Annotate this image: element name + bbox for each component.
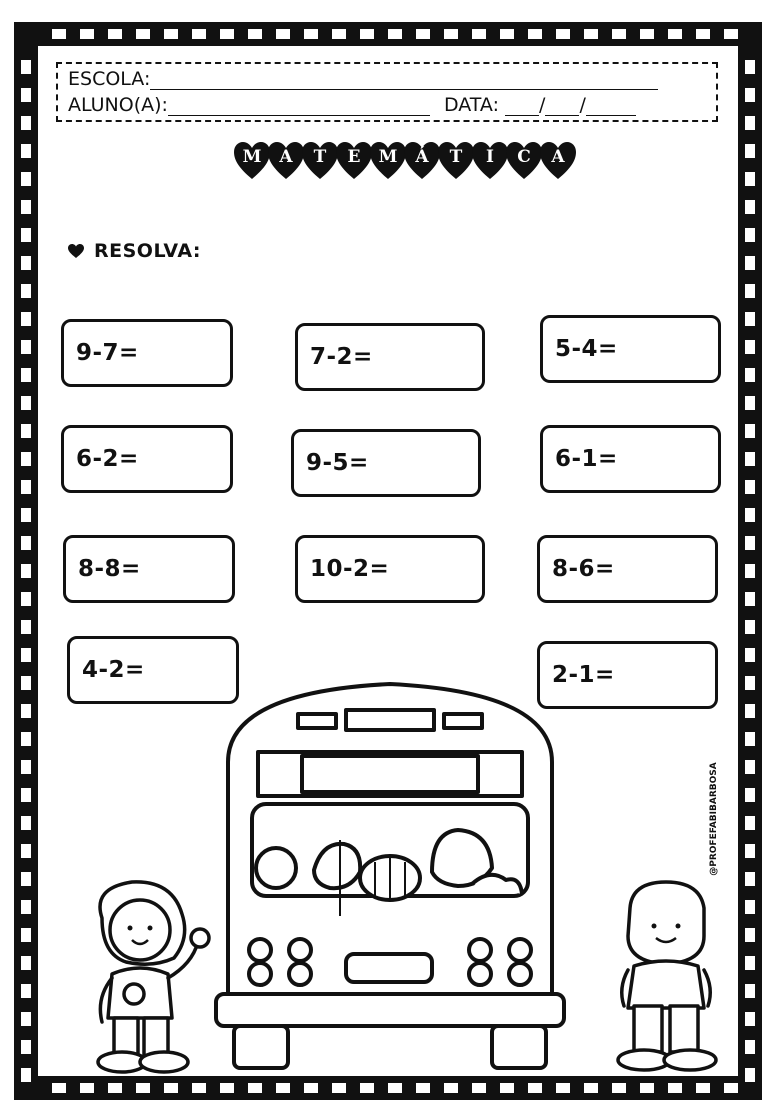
problem-text: 8-6= bbox=[552, 556, 615, 582]
title-letter: A bbox=[551, 147, 565, 167]
school-field[interactable] bbox=[150, 71, 658, 90]
problem-text: 9-7= bbox=[76, 340, 139, 366]
instruction bbox=[68, 240, 201, 262]
title-letter: A bbox=[279, 147, 293, 167]
problem-box[interactable] bbox=[61, 319, 233, 387]
problem-text: 4-2= bbox=[82, 657, 145, 683]
title-letter: M bbox=[242, 147, 262, 167]
title-letter: Á bbox=[415, 147, 429, 167]
problem-text: 8-8= bbox=[78, 556, 141, 582]
title-letter: T bbox=[313, 147, 327, 167]
instruction-text: RESOLVA: bbox=[94, 240, 202, 262]
title-heart-letter bbox=[471, 141, 509, 181]
date-year-field[interactable] bbox=[586, 97, 636, 116]
boy-illustration bbox=[612, 878, 720, 1074]
school-bus-illustration bbox=[210, 672, 570, 1074]
school-label: ESCOLA: bbox=[68, 68, 151, 90]
problem-text: 10-2= bbox=[310, 556, 390, 582]
title-letter: I bbox=[486, 147, 494, 167]
problem-box[interactable] bbox=[61, 425, 233, 493]
title-heart-letter bbox=[539, 141, 577, 181]
title-heart-letter bbox=[335, 141, 373, 181]
author-credit: @PROFEFABIBARBOSA bbox=[709, 762, 719, 876]
heart-icon bbox=[68, 244, 84, 259]
title-heart-letter bbox=[369, 141, 407, 181]
date-month-field[interactable] bbox=[545, 97, 579, 116]
problem-box[interactable] bbox=[540, 425, 721, 493]
problem-box[interactable] bbox=[540, 315, 721, 383]
title-letter: C bbox=[517, 147, 531, 167]
title-heart-letter bbox=[267, 141, 305, 181]
problem-text: 6-1= bbox=[555, 446, 618, 472]
student-field[interactable] bbox=[168, 97, 430, 116]
title-letter: E bbox=[347, 147, 361, 167]
problem-box[interactable] bbox=[537, 535, 718, 603]
problem-text: 5-4= bbox=[555, 336, 618, 362]
title-heart-letter bbox=[437, 141, 475, 181]
problem-box[interactable] bbox=[295, 535, 485, 603]
problem-text: 7-2= bbox=[310, 344, 373, 370]
problem-text: 2-1= bbox=[552, 662, 615, 688]
problem-text: 6-2= bbox=[76, 446, 139, 472]
title-letter: M bbox=[378, 147, 398, 167]
date-separator: / bbox=[539, 94, 546, 116]
date-separator: / bbox=[579, 94, 586, 116]
title-heart-letter bbox=[233, 141, 271, 181]
page-title bbox=[233, 141, 573, 181]
girl-illustration bbox=[82, 878, 212, 1074]
title-heart-letter bbox=[505, 141, 543, 181]
problem-box[interactable] bbox=[291, 429, 481, 497]
problem-box[interactable] bbox=[295, 323, 485, 391]
title-letter: T bbox=[449, 147, 463, 167]
date-day-field[interactable] bbox=[505, 97, 539, 116]
header-form bbox=[56, 62, 718, 122]
student-label: ALUNO(A): bbox=[68, 94, 168, 116]
problem-box[interactable] bbox=[63, 535, 235, 603]
title-heart-letter bbox=[403, 141, 441, 181]
problem-text: 9-5= bbox=[306, 450, 369, 476]
date-label: DATA: bbox=[443, 94, 499, 116]
title-heart-letter bbox=[301, 141, 339, 181]
